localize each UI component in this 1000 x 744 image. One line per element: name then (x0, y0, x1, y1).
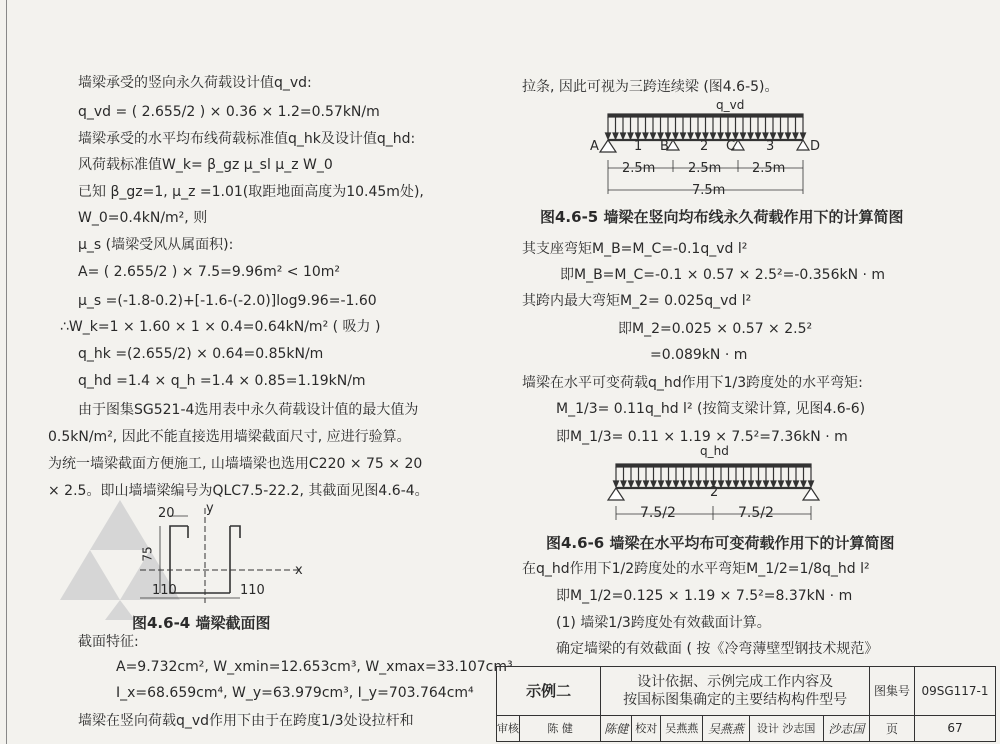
load-arrowhead (704, 481, 709, 487)
load-arrowhead (674, 481, 679, 487)
load-arrowhead (681, 133, 686, 139)
figure-caption: 图4.6-6 墙梁在水平均布可变荷载作用下的计算简图 (546, 534, 895, 552)
load-arrowhead (628, 133, 633, 139)
span-label: 3 (766, 139, 775, 154)
text-line: 拉条, 因此可视为三跨连续梁 (图4.6-5)。 (522, 79, 779, 95)
formula-line: A=9.732cm², W_xmin=12.653cm³, W_xmax=33.107cm³ (116, 659, 513, 675)
text-line: 0.5kN/m², 因此不能直接选用墙梁截面尺寸, 应进行验算。 (48, 429, 411, 445)
formula-line: I_x=68.659cm⁴, W_y=63.979cm³, I_y=703.764cm⁴ (116, 685, 474, 701)
support-label: B (660, 139, 669, 154)
load-arrowhead (764, 481, 769, 487)
page-number: 67 (915, 715, 996, 741)
load-arrowhead (741, 481, 746, 487)
text-line: 为统一墙梁截面方便施工, 山墙墙梁也选用C220 × 75 × 20 (48, 456, 423, 472)
formula-line: μ_s =(-1.8-0.2)+[-1.6-(-2.0)]log9.96=-1.60 (78, 293, 377, 309)
title-line: 设计依据、示例完成工作内容及 (637, 673, 834, 690)
load-arrowhead (786, 481, 791, 487)
title-line: 按国标图集确定的主要结构构件型号 (623, 691, 848, 708)
support-label: C (726, 139, 736, 154)
dim-label: 2.5m (752, 161, 786, 176)
load-arrowhead (771, 481, 776, 487)
load-arrowhead (681, 481, 686, 487)
load-arrowhead (779, 481, 784, 487)
dim-label: 7.5m (692, 183, 726, 198)
figure-caption: 图4.6-5 墙梁在竖向均布线永久荷载作用下的计算简图 (540, 208, 904, 226)
example-label: 示例二 (497, 667, 601, 716)
check-label: 校对 (632, 715, 661, 741)
load-arrowhead (688, 133, 693, 139)
dim-label: 2.5m (688, 161, 722, 176)
dim-label: 7.5/2 (640, 505, 676, 521)
load-arrowhead (794, 481, 799, 487)
load-label: q_vd (716, 98, 745, 112)
load-arrowhead (673, 133, 678, 139)
formula-line: 在q_hd作用下1/2跨度处的水平弯矩M_1/2=1/8q_hd l² (522, 561, 870, 577)
dim-label: 110 (152, 583, 177, 598)
title-block (496, 666, 996, 742)
load-arrowhead (711, 133, 716, 139)
formula-line: 其跨内最大弯矩M_2= 0.025q_vd l² (522, 293, 752, 309)
span-label: 2 (700, 139, 709, 154)
load-arrowhead (756, 133, 761, 139)
page-label: 页 (870, 715, 915, 741)
load-arrowhead (726, 481, 731, 487)
load-arrowhead (644, 481, 649, 487)
load-arrowhead (718, 133, 723, 139)
load-arrowhead (809, 481, 814, 487)
check-signature: 吴燕燕 (703, 715, 749, 741)
formula-line: 即M_B=M_C=-0.1 × 0.57 × 2.5²=-0.356kN · m (560, 267, 886, 283)
formula-line: W_0=0.4kN/m², 则 (78, 210, 208, 226)
text-line: 截面特征: (78, 634, 139, 650)
axis-label: y (206, 501, 214, 516)
atlas-number: 09SG117-1 (915, 667, 996, 716)
formula-line: 即M_1/2=0.125 × 1.19 × 7.5²=8.37kN · m (556, 588, 853, 604)
text-line: 墙梁承受的竖向永久荷载设计值q_vd: (78, 75, 312, 91)
formula-line: 即M_1/3= 0.11 × 1.19 × 7.5²=7.36kN · m (556, 429, 848, 445)
load-arrowhead (651, 133, 656, 139)
axis-label: x (295, 563, 303, 578)
check-name: 吴燕燕 (661, 715, 703, 741)
dim-label: 75 (140, 546, 155, 562)
drawing-title (601, 667, 870, 716)
load-arrowhead (801, 133, 806, 139)
load-arrowhead (719, 481, 724, 487)
review-signature: 陈健 (601, 715, 632, 741)
left-margin-line (6, 0, 7, 744)
load-arrowhead (801, 481, 806, 487)
formula-line: ∴W_k=1 × 1.60 × 1 × 0.4=0.64kN/m² ( 吸力 ) (60, 319, 381, 335)
load-arrowhead (621, 133, 626, 139)
load-arrowhead (613, 133, 618, 139)
load-arrowhead (606, 133, 611, 139)
load-arrowhead (666, 481, 671, 487)
load-arrowhead (734, 481, 739, 487)
formula-line: q_hk =(2.655/2) × 0.64=0.85kN/m (78, 346, 324, 362)
formula-line: q_hd =1.4 × q_h =1.4 × 0.85=1.19kN/m (78, 373, 366, 389)
text-line: 墙梁在竖向荷载q_vd作用下由于在跨度1/3处设拉杆和 (78, 713, 414, 729)
review-label: 审核 (497, 715, 520, 741)
span-label: 1 (634, 139, 643, 154)
load-arrowhead (651, 481, 656, 487)
formula-line: q_vd = ( 2.655/2 ) × 0.36 × 1.2=0.57kN/m (78, 104, 380, 120)
formula-line: =0.089kN · m (650, 347, 748, 363)
text-line: 已知 β_gz=1, μ_z =1.01(取距地面高度为10.45m处), (78, 184, 424, 200)
design-signature: 沙志国 (823, 715, 869, 741)
load-arrowhead (696, 481, 701, 487)
formula-line: 即M_2=0.025 × 0.57 × 2.5² (618, 321, 813, 337)
load-arrowhead (741, 133, 746, 139)
figure-caption: 图4.6-4 墙梁截面图 (132, 614, 271, 632)
review-name: 陈 健 (520, 715, 601, 741)
formula-line: M_1/3= 0.11q_hd l² (按简支梁计算, 见图4.6-6) (556, 401, 866, 417)
support-label: A (590, 139, 599, 154)
text-line: 墙梁在水平可变荷载q_hd作用下1/3跨度处的水平弯矩: (522, 375, 863, 391)
design-label-text: 设计 (756, 722, 779, 736)
text-line: × 2.5。即山墙墙梁编号为QLC7.5-22.2, 其截面见图4.6-4。 (48, 483, 429, 499)
load-arrowhead (749, 481, 754, 487)
design-name: 沙志国 (782, 722, 816, 736)
load-label: q_hd (700, 444, 729, 458)
support-label: D (810, 139, 821, 154)
dim-label: 2.5m (622, 161, 656, 176)
load-arrowhead (748, 133, 753, 139)
load-arrowhead (643, 133, 648, 139)
text-line: 由于图集SG521-4选用表中永久荷载设计值的最大值为 (78, 402, 419, 418)
span-label: 2 (710, 485, 719, 500)
load-arrowhead (689, 481, 694, 487)
load-arrowhead (756, 481, 761, 487)
load-arrowhead (614, 481, 619, 487)
formula-line: A= ( 2.655/2 ) × 7.5=9.96m² < 10m² (78, 264, 341, 280)
formula-line: 其支座弯矩M_B=M_C=-0.1q_vd l² (522, 241, 748, 257)
atlas-label: 图集号 (870, 667, 915, 716)
load-arrowhead (778, 133, 783, 139)
text-line: (1) 墙梁1/3跨度处有效截面计算。 (556, 615, 771, 631)
load-arrowhead (786, 133, 791, 139)
load-arrowhead (621, 481, 626, 487)
load-arrowhead (629, 481, 634, 487)
dim-label: 110 (240, 583, 265, 598)
load-arrowhead (636, 481, 641, 487)
text-line: 墙梁承受的水平均布线荷载标准值q_hk及设计值q_hd: (78, 131, 416, 147)
text-line: 确定墙梁的有效截面 ( 按《冷弯薄壁型钢技术规范》 (556, 641, 879, 657)
text-line: μ_s (墙梁受风从属面积): (78, 237, 234, 253)
design-label (749, 715, 823, 741)
formula-line: 风荷载标准值W_k= β_gz μ_sl μ_z W_0 (78, 157, 333, 173)
load-arrowhead (659, 481, 664, 487)
load-arrowhead (793, 133, 798, 139)
dim-label: 20 (158, 506, 175, 521)
dim-label: 7.5/2 (738, 505, 774, 521)
